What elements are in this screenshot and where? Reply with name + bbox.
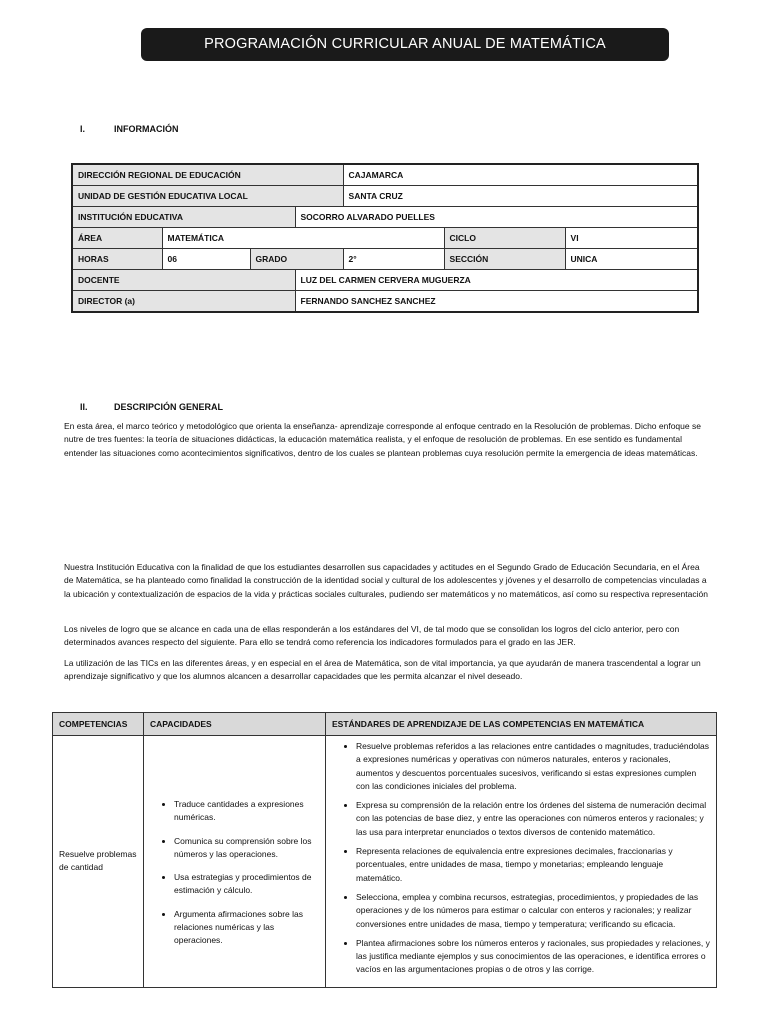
list-item: • Resuelve problemas referidos a las relaciones entre cantidades o magnitudes, traduciéndolas a expresiones numéricas y operativas con números naturales, enteros y racionales, aumentos y descuentos porcentuales sucesivos, verificando si estas expresiones cumplen con las condiciones iniciales del problema. xyxy=(356,740,710,793)
info-value: 06 xyxy=(162,249,250,270)
info-label: ÁREA xyxy=(72,228,162,249)
info-label: SECCIÓN xyxy=(444,249,565,270)
info-label: INSTITUCIÓN EDUCATIVA xyxy=(72,207,295,228)
info-value: UNICA xyxy=(565,249,698,270)
info-label: CICLO xyxy=(444,228,565,249)
info-value: FERNANDO SANCHEZ SANCHEZ xyxy=(295,291,698,313)
info-value: MATEMÁTICA xyxy=(162,228,444,249)
capacidades-cell xyxy=(144,736,326,988)
info-value: VI xyxy=(565,228,698,249)
paragraph: Nuestra Institución Educativa con la finalidad de que los estudiantes desarrollen sus capacidades y actitudes en el Segundo Grado de Educación Secundaria, en el Área de Matemática, se ha planteado como finalidad la construcción de la identidad social y cultural de los adolescentes y jóvenes y el desarrollo de competencias vinculadas a la ubicación y contextualización de espacios de la vida y prácticas sociales culturales, pudiendo ser matemáticos y no matemáticos, así como su respectiva representación xyxy=(64,562,708,599)
info-value: 2° xyxy=(343,249,444,270)
table-row xyxy=(72,228,698,249)
section-label: INFORMACIÓN xyxy=(114,124,179,134)
table-row xyxy=(72,291,698,313)
list-item: • Comunica su comprensión sobre los números y las operaciones. xyxy=(174,835,319,862)
info-label: HORAS xyxy=(72,249,162,270)
table-header-row xyxy=(53,713,717,736)
list-item: • Expresa su comprensión de la relación entre los órdenes del sistema de numeración decimal con las potencias de base diez, y entre las operaciones con números enteros y racionales; y las usa para interpretar enunciados o textos diversos de contenido matemático. xyxy=(356,799,710,839)
paragraph: En esta área, el marco teórico y metodológico que orienta la enseñanza- aprendizaje corresponde al enfoque centrado en la Resolución de problemas. Dicho enfoque se nutre de tres fuentes: la teoría de situaciones didácticas, la educación matemática realista, y el enfoque de resolución de problemas. En ese sentido es fundamental entender las situaciones como acontecimientos significativos, dentro de los cuales se plantean problemas cuya resolución permite la emergencia de ideas matemáticas. xyxy=(64,421,701,458)
info-label: DIRECTOR (a) xyxy=(72,291,295,313)
competencia-cell: Resuelve problemas de cantidad xyxy=(53,736,144,988)
list-item: • Usa estrategias y procedimientos de estimación y cálculo. xyxy=(174,871,319,898)
estandares-list xyxy=(332,740,710,977)
section-heading-descripcion xyxy=(80,402,223,412)
section-number: II. xyxy=(80,402,88,412)
table-row xyxy=(72,164,698,186)
column-header: COMPETENCIAS xyxy=(53,713,144,736)
info-value: LUZ DEL CARMEN CERVERA MUGUERZA xyxy=(295,270,698,291)
info-value: SANTA CRUZ xyxy=(343,186,698,207)
list-item: • Plantea afirmaciones sobre los números enteros y racionales, sus propiedades y relaciones, y las justifica mediante ejemplos y sus conocimientos de las operaciones, e identifica errores o vacíos en las argumentaciones propias o de otros y las corrige. xyxy=(356,937,710,977)
section-heading-informacion xyxy=(80,124,179,134)
info-table xyxy=(71,163,699,313)
list-item: • Representa relaciones de equivalencia entre expresiones decimales, fraccionarias y porcentuales, entre unidades de masa, tiempo y monetarias; empleando lenguaje matemático. xyxy=(356,845,710,885)
table-row xyxy=(72,249,698,270)
table-row xyxy=(72,207,698,228)
info-label: DOCENTE xyxy=(72,270,295,291)
info-label: UNIDAD DE GESTIÓN EDUCATIVA LOCAL xyxy=(72,186,343,207)
list-item: • Traduce cantidades a expresiones numéricas. xyxy=(174,798,319,825)
section-label: DESCRIPCIÓN GENERAL xyxy=(114,402,224,412)
info-value: CAJAMARCA xyxy=(343,164,698,186)
section-number: I. xyxy=(80,124,86,134)
table-row xyxy=(72,186,698,207)
info-value: SOCORRO ALVARADO PUELLES xyxy=(295,207,698,228)
column-header: CAPACIDADES xyxy=(144,713,326,736)
estandares-cell xyxy=(326,736,717,988)
paragraph: La utilización de las TICs en las diferentes áreas, y en especial en el área de Matemática, son de vital importancia, ya que ayudarán de manera trascendental a lograr un aprendizaje significativo y que los alumnos alcancen a desarrollar capacidades que les permita alcanzar el nivel deseado. xyxy=(64,658,701,682)
table-row xyxy=(53,736,717,988)
info-label: GRADO xyxy=(250,249,343,270)
table-row xyxy=(72,270,698,291)
info-label: DIRECCIÓN REGIONAL DE EDUCACIÓN xyxy=(72,164,343,186)
competencias-table xyxy=(52,712,717,988)
document-title: PROGRAMACIÓN CURRICULAR ANUAL DE MATEMÁTICA xyxy=(141,28,669,61)
paragraph: Los niveles de logro que se alcance en cada una de ellas responderán a los estándares del VI, de tal modo que se consolidan los logros del ciclo anterior, pero con determinados avances respecto del siguiente. Para ello se tendrá como referencia los indicadores formulados para el grado en las JER. xyxy=(64,624,680,648)
capacidades-list xyxy=(150,798,319,948)
column-header: ESTÁNDARES DE APRENDIZAJE DE LAS COMPETENCIAS EN MATEMÁTICA xyxy=(326,713,717,736)
list-item: • Argumenta afirmaciones sobre las relaciones numéricas y las operaciones. xyxy=(174,908,319,948)
list-item: • Selecciona, emplea y combina recursos, estrategias, procedimientos, y propiedades de las operaciones y de los números para estimar o calcular con enteros y racionales; y realizar conversiones entre unidades de masa, tiempo y temperatura; verificando su eficacia. xyxy=(356,891,710,931)
